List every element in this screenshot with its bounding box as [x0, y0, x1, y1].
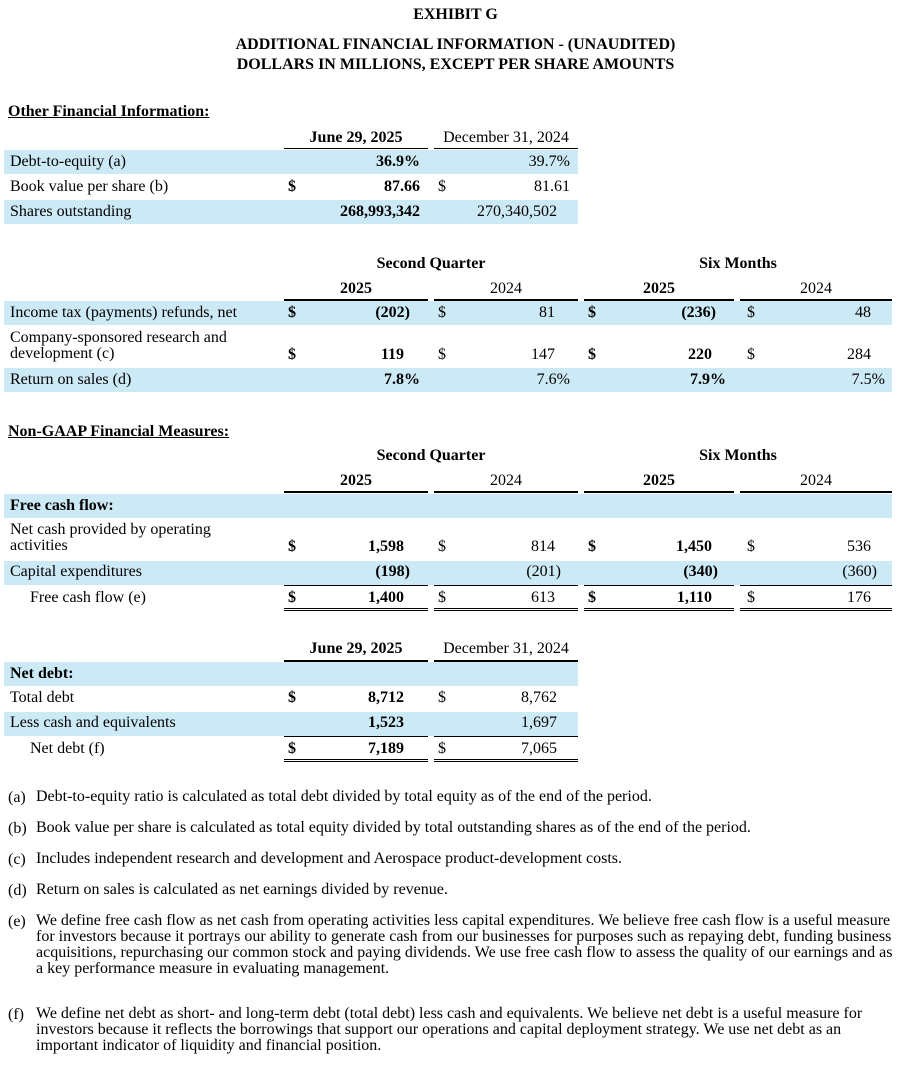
other-header-rule-1 [284, 148, 428, 149]
free-cash-flow-section-title: Free cash flow: [10, 497, 114, 514]
dollar-sign: $ [288, 740, 296, 757]
row-label-net-cash-1: Net cash provided by operating [10, 521, 211, 538]
value-less-cash-2025: 1,523 [368, 714, 404, 731]
row-label-net-cash-2: activities [10, 537, 68, 554]
ops-year-2024-q: 2024 [490, 280, 522, 297]
row-label-book-value: Book value per share (b) [10, 178, 169, 195]
total-double-rule [284, 608, 428, 611]
value-income-tax-s2024: 48 [855, 304, 871, 321]
ng-header-rule [284, 491, 428, 493]
value-capex-s2025: (340) [683, 563, 718, 580]
row-label-free-cash-flow: Free cash flow (e) [30, 589, 146, 606]
dollar-sign: $ [588, 538, 596, 555]
dollar-sign: $ [588, 304, 596, 321]
value-net-cash-q2025: 1,598 [368, 538, 404, 555]
value-total-debt-2024: 8,762 [521, 689, 557, 706]
dollar-sign: $ [438, 740, 446, 757]
dollar-sign: $ [588, 589, 596, 606]
netdebt-col-header-2: December 31, 2024 [443, 640, 569, 657]
footnote-label-d: (d) [8, 882, 27, 899]
value-ros-q2024: 7.6% [536, 371, 570, 388]
total-double-rule [740, 608, 892, 611]
footnote-text-e: We define free cash flow as net cash from operating activities less capital expenditures. We believe free cash flow is a useful measure for investors because it portrays our ability to generate cash from our businesses for purposes such as repaying debt, funding business acquisitions, repurchasing our common stock and paying dividends. We use free cash flow to assess the quality of our earnings and as a key performance measure in evaluating management. [36, 912, 893, 977]
value-ros-s2025: 7.9% [690, 371, 726, 388]
ops-year-2025-q: 2025 [340, 280, 372, 297]
dollar-sign: $ [288, 304, 296, 321]
dollar-sign: $ [747, 589, 755, 606]
footnote-label-f: (f) [8, 1006, 24, 1023]
exhibit-title: EXHIBIT G [413, 6, 498, 23]
row-label-return-on-sales: Return on sales (d) [10, 371, 132, 388]
netdebt-col-header-1: June 29, 2025 [309, 640, 403, 657]
value-debt-to-equity-2025: 36.9% [376, 153, 420, 170]
value-net-debt-2025: 7,189 [368, 740, 404, 757]
total-double-rule [434, 759, 578, 762]
row-label-less-cash: Less cash and equivalents [10, 714, 176, 731]
header-line-2: DOLLARS IN MILLIONS, EXCEPT PER SHARE AMOUNTS [236, 56, 675, 73]
ng-year-2025-q: 2025 [340, 472, 372, 489]
footnote-text-d: Return on sales is calculated as net earnings divided by revenue. [36, 881, 448, 898]
ng-header-rule [434, 491, 578, 493]
ng-header-rule [740, 491, 892, 493]
value-total-debt-2025: 8,712 [368, 689, 404, 706]
value-book-value-2025: 87.66 [384, 178, 420, 195]
dollar-sign: $ [288, 538, 296, 555]
row-band [4, 662, 578, 686]
row-label-net-debt: Net debt (f) [30, 740, 105, 757]
other-col-header-2: December 31, 2024 [443, 129, 569, 146]
row-label-debt-to-equity: Debt-to-equity (a) [10, 153, 126, 170]
value-less-cash-2024: 1,697 [521, 714, 557, 731]
value-income-tax-s2025: (236) [681, 304, 716, 321]
value-fcf-s2025: 1,110 [676, 589, 712, 606]
subtotal-rule [284, 585, 428, 586]
footnote-text-b: Book value per share is calculated as total equity divided by total outstanding shares as of the end of the period. [36, 819, 751, 836]
dollar-sign: $ [438, 589, 446, 606]
value-net-cash-s2024: 536 [847, 538, 871, 555]
dollar-sign: $ [438, 178, 446, 195]
footnote-label-c: (c) [8, 851, 26, 868]
value-book-value-2024: 81.61 [534, 178, 570, 195]
other-col-header-1: June 29, 2025 [309, 129, 403, 146]
value-research-s2024: 284 [847, 346, 871, 363]
dollar-sign: $ [747, 538, 755, 555]
ng-group-second-quarter: Second Quarter [376, 447, 486, 464]
row-label-research-1: Company-sponsored research and [10, 329, 227, 346]
value-research-q2024: 147 [531, 346, 555, 363]
subtotal-rule [584, 585, 734, 586]
dollar-sign: $ [438, 689, 446, 706]
footnote-text-c: Includes independent research and development and Aerospace product-development costs. [36, 850, 623, 867]
footnote-text-a: Debt-to-equity ratio is calculated as total debt divided by total equity as of the end of the period. [36, 788, 652, 805]
dollar-sign: $ [438, 304, 446, 321]
footnote-label-b: (b) [8, 820, 27, 837]
subtotal-rule [740, 585, 892, 586]
net-debt-section-title: Net debt: [10, 665, 74, 682]
dollar-sign: $ [747, 346, 755, 363]
value-debt-to-equity-2024: 39.7% [528, 153, 570, 170]
value-fcf-s2024: 176 [847, 589, 871, 606]
value-income-tax-q2025: (202) [375, 304, 410, 321]
ng-year-2024-q: 2024 [490, 472, 522, 489]
value-ros-q2025: 7.8% [384, 371, 420, 388]
value-ros-s2024: 7.5% [851, 371, 885, 388]
dollar-sign: $ [588, 346, 596, 363]
value-shares-2025: 268,993,342 [340, 203, 420, 220]
dollar-sign: $ [438, 346, 446, 363]
row-band [4, 494, 892, 518]
value-research-q2025: 119 [380, 346, 404, 363]
footnote-label-a: (a) [8, 789, 26, 806]
value-capex-q2025: (198) [375, 563, 410, 580]
value-capex-s2024: (360) [842, 563, 877, 580]
ops-group-second-quarter: Second Quarter [376, 255, 486, 272]
value-net-debt-2024: 7,065 [521, 740, 557, 757]
ops-group-six-months: Six Months [699, 255, 777, 272]
subtotal-rule [284, 736, 428, 737]
ng-year-2025-s: 2025 [643, 472, 675, 489]
total-double-rule [434, 608, 578, 611]
footnote-text-f: We define net debt as short- and long-term debt (total debt) less cash and equivalents. We believe net debt is a useful measure for investors because it reflects the borrowings that support our operations and capital deployment strategy. We use net debt as an important indicator of liquidity and financial position. [36, 1005, 863, 1054]
subtotal-rule [434, 736, 578, 737]
value-net-cash-s2025: 1,450 [676, 538, 712, 555]
total-double-rule [284, 759, 428, 762]
value-income-tax-q2024: 81 [539, 304, 555, 321]
subtotal-rule [434, 585, 578, 586]
other-financial-title: Other Financial Information: [8, 103, 210, 120]
ng-group-six-months: Six Months [699, 447, 777, 464]
ops-year-2024-s: 2024 [800, 280, 832, 297]
dollar-sign: $ [747, 304, 755, 321]
value-fcf-q2024: 613 [531, 589, 555, 606]
dollar-sign: $ [288, 589, 296, 606]
other-header-rule-2 [434, 148, 578, 149]
row-band [4, 368, 892, 392]
dollar-sign: $ [288, 178, 296, 195]
ng-header-rule [584, 491, 734, 493]
dollar-sign: $ [288, 346, 296, 363]
row-label-research-2: development (c) [10, 345, 115, 362]
header-line-1: ADDITIONAL FINANCIAL INFORMATION - (UNAUDITED) [235, 36, 676, 53]
row-label-capex: Capital expenditures [10, 563, 142, 580]
row-label-income-tax: Income tax (payments) refunds, net [10, 304, 238, 321]
non-gaap-title: Non-GAAP Financial Measures: [8, 423, 230, 440]
value-shares-2024: 270,340,502 [477, 203, 557, 220]
footnote-label-e: (e) [8, 913, 26, 930]
dollar-sign: $ [438, 538, 446, 555]
value-fcf-q2025: 1,400 [368, 589, 404, 606]
row-label-shares-outstanding: Shares outstanding [10, 203, 132, 220]
value-capex-q2024: (201) [526, 563, 561, 580]
total-double-rule [584, 608, 734, 611]
value-net-cash-q2024: 814 [531, 538, 555, 555]
dollar-sign: $ [288, 689, 296, 706]
value-research-s2025: 220 [688, 346, 712, 363]
ng-year-2024-s: 2024 [800, 472, 832, 489]
row-label-total-debt: Total debt [10, 689, 75, 706]
ops-year-2025-s: 2025 [643, 280, 675, 297]
